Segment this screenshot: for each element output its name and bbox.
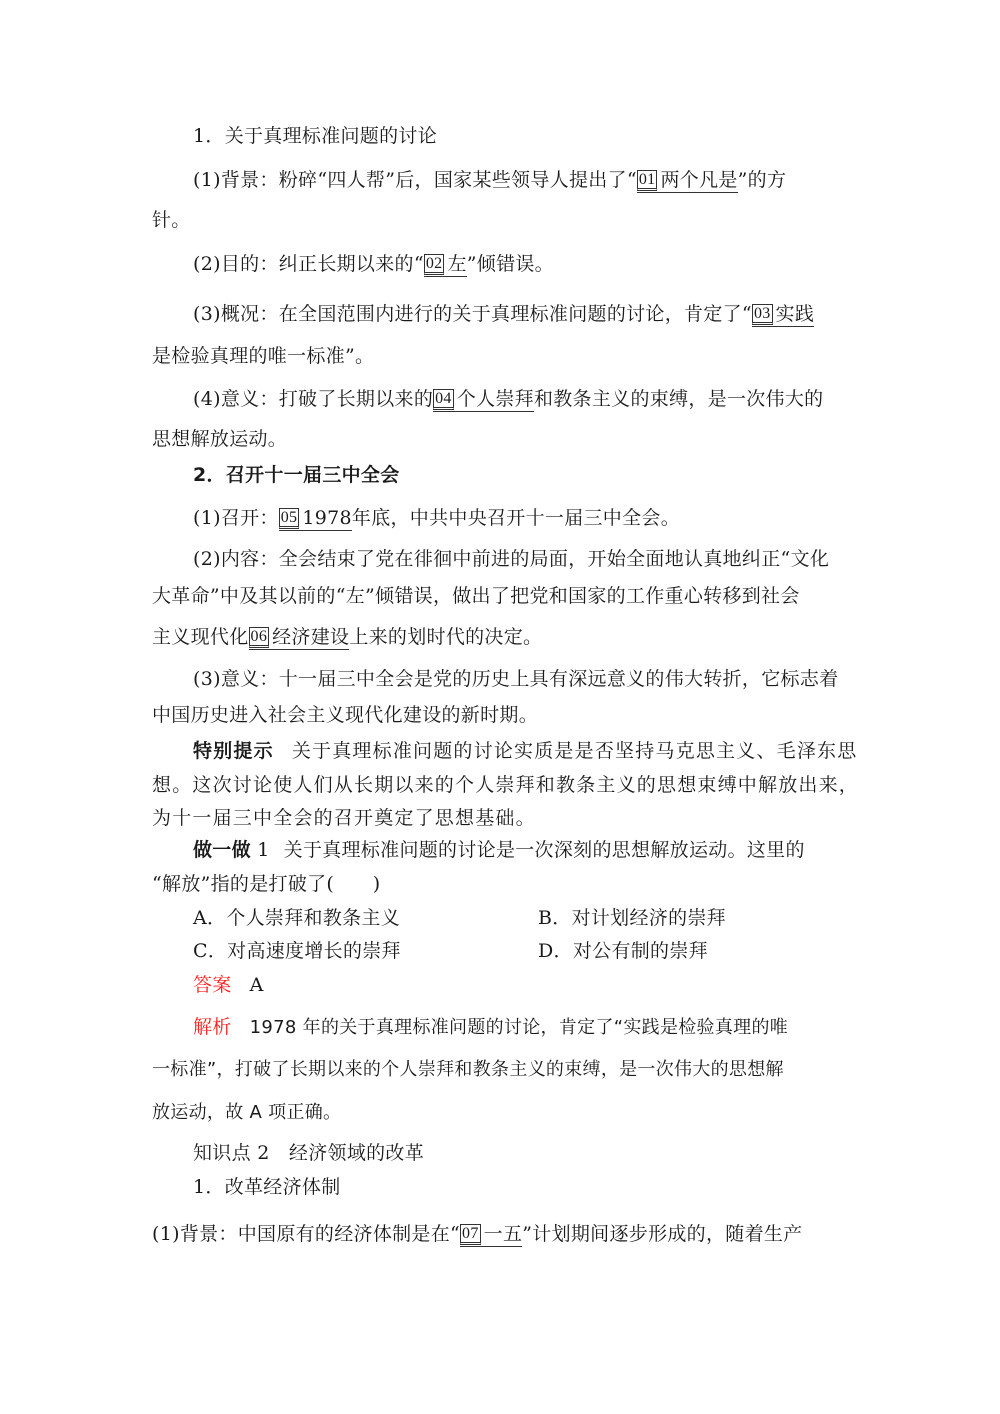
analysis-text: 1978 年的关于真理标准问题的讨论，肯定了“实践是检验真理的唯: [249, 1017, 789, 1038]
blank-number-badge: 02: [424, 254, 445, 275]
option-a[interactable]: [193, 906, 400, 930]
analysis-line2: 一标准”，打破了长期以来的个人崇拜和教条主义的束缚，是一次伟大的思想解: [152, 1059, 784, 1080]
answer-blank: [460, 1222, 522, 1247]
answer-text: 两个凡是: [660, 169, 738, 191]
tip-text: 关于真理标准问题的讨论实质是是否坚持马克思主义、毛泽东思: [291, 740, 858, 762]
blank-number-badge: 04: [433, 389, 454, 410]
answer-line: [193, 973, 264, 997]
section-subheading: 1．改革经济体制: [193, 1176, 341, 1198]
text: ”倾错误。: [466, 253, 554, 275]
analysis-paragraph: [193, 1015, 788, 1040]
text: 上来的划时代的决定。: [349, 626, 543, 648]
option-b[interactable]: [538, 906, 726, 930]
paragraph-content: (2)内容：全会结束了党在徘徊中前进的局面，开始全面地认真地纠正“文化: [193, 548, 830, 570]
text: 主义现代化: [152, 626, 249, 648]
blank-number-badge: 07: [460, 1224, 481, 1245]
answer-text: 左: [447, 253, 467, 275]
option-c[interactable]: [193, 939, 401, 963]
text: (1)召开：: [193, 507, 279, 529]
text: ”计划期间逐步形成的，随着生产: [522, 1223, 803, 1245]
text: 年底，中共中央召开十一届三中全会。: [351, 507, 680, 529]
option-letter: D．: [538, 940, 573, 962]
answer-text: 实践: [775, 303, 815, 325]
blank-number-badge: 06: [249, 627, 270, 648]
exercise-question: [193, 838, 805, 862]
answer-text: 一五: [483, 1223, 523, 1245]
paragraph-continuation: [152, 344, 374, 368]
answer-blank: [279, 506, 352, 531]
answer-text: 是检验真理的唯一标准: [152, 345, 346, 367]
paragraph-significance: [193, 387, 823, 412]
text: (3)概况：在全国范围内进行的关于真理标准问题的讨论，肯定了“: [193, 303, 752, 325]
option-text: 对公有制的崇拜: [572, 940, 708, 962]
answer-text: 1978: [302, 507, 352, 529]
analysis-line3: 放运动，故 A 项正确。: [152, 1102, 342, 1123]
tip-label: 特别提示: [193, 740, 274, 762]
paragraph-convene: [193, 506, 680, 531]
answer-value: A: [249, 974, 264, 996]
paragraph-content-line2: 大革命”中及其以前的“左”倾错误，做出了把党和国家的工作重心转移到社会: [152, 585, 800, 607]
blank-number-badge: 05: [279, 508, 300, 529]
answer-blank: [424, 252, 467, 277]
text: ”的方: [737, 169, 787, 191]
text: (1)背景：中国原有的经济体制是在“: [152, 1223, 461, 1245]
exercise-question-line2: “解放”指的是打破了( ): [152, 873, 381, 895]
analysis-label: 解析: [193, 1016, 232, 1038]
answer-blank: [249, 625, 350, 650]
question-text: 关于真理标准问题的讨论是一次深刻的思想解放运动。这里的: [283, 839, 805, 861]
answer-text: 个人崇拜: [456, 388, 534, 410]
answer-label: 答案: [193, 974, 232, 996]
section-heading: 2．召开十一届三中全会: [193, 464, 400, 486]
answer-text: 经济建设: [272, 626, 350, 648]
answer-blank: [637, 168, 738, 193]
text: ”。: [345, 345, 375, 367]
paragraph-significance: (3)意义：十一届三中全会是党的历史上具有深远意义的伟大转折，它标志着: [193, 668, 839, 690]
tip-line3: 为十一届三中全会的召开奠定了思想基础。: [152, 807, 536, 829]
text: (4)意义：打破了长期以来的: [193, 388, 434, 410]
tip-paragraph: [193, 739, 857, 763]
blank-number-badge: 01: [637, 170, 658, 191]
paragraph-purpose: [193, 252, 554, 277]
tip-line2: 想。这次讨论使人们从长期以来的个人崇拜和教条主义的思想束缚中解放出来，: [152, 774, 860, 796]
text: (1)背景：粉碎“四人帮”后，国家某些领导人提出了“: [193, 169, 637, 191]
option-letter: A．: [193, 907, 227, 929]
answer-blank: [752, 302, 814, 327]
option-letter: B．: [538, 907, 572, 929]
text: 和教条主义的束缚，是一次伟大的: [533, 388, 824, 410]
paragraph-continuation: 思想解放运动。: [152, 428, 288, 450]
paragraph-background: [193, 168, 786, 193]
blank-number-badge: 03: [752, 304, 773, 325]
paragraph-continuation: 针。: [152, 209, 191, 231]
option-text: 个人崇拜和教条主义: [226, 907, 401, 929]
knowledge-point-heading: 知识点 2 经济领域的改革: [193, 1142, 425, 1164]
exercise-number: 1: [257, 839, 270, 861]
paragraph-significance-line2: 中国历史进入社会主义现代化建设的新时期。: [152, 704, 539, 726]
paragraph-overview: [193, 302, 814, 327]
section-heading: 1．关于真理标准问题的讨论: [193, 125, 437, 147]
option-letter: C．: [193, 940, 228, 962]
option-d[interactable]: [538, 939, 708, 963]
paragraph-content-line3: [152, 625, 542, 650]
option-text: 对高速度增长的崇拜: [227, 940, 401, 962]
option-text: 对计划经济的崇拜: [571, 907, 726, 929]
text: (2)目的：纠正长期以来的“: [193, 253, 424, 275]
exercise-label: 做一做: [193, 839, 251, 861]
paragraph-background: [152, 1222, 802, 1247]
answer-blank: [433, 387, 534, 412]
